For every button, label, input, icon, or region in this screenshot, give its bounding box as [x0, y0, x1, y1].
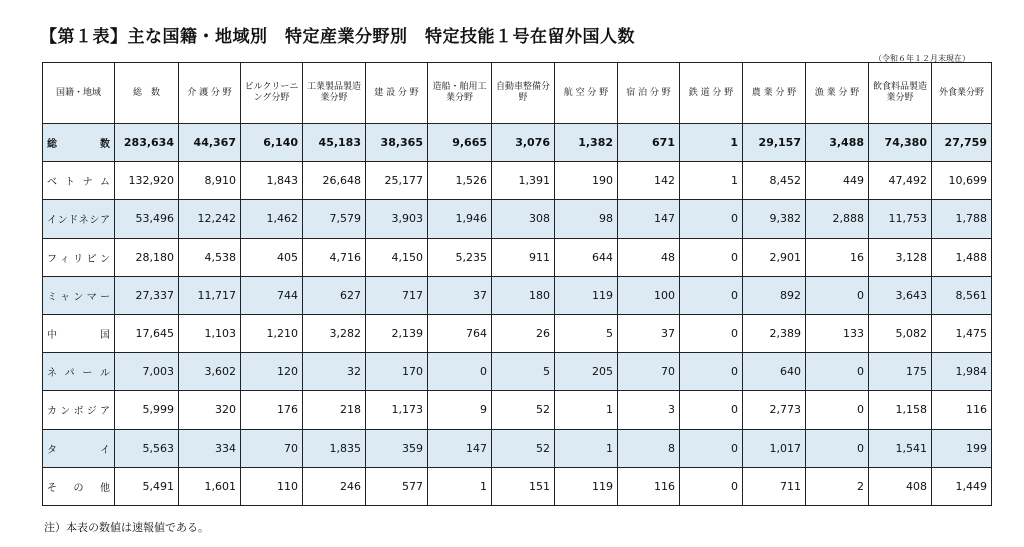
table-cell: 120 [241, 353, 303, 391]
table-cell: 70 [241, 429, 303, 467]
total-row [43, 124, 992, 162]
row-label: そ の 他 [43, 467, 115, 505]
table-cell: 45,183 [303, 124, 366, 162]
table-cell: 53,496 [115, 200, 179, 238]
as-of-date: （令和６年１２月末現在） [874, 54, 970, 63]
column-header: 介 護 分 野 [179, 63, 241, 124]
table-cell: 26,648 [303, 162, 366, 200]
table-cell: 5,082 [869, 314, 932, 352]
table-cell: 1,391 [492, 162, 555, 200]
column-header: 自動車整備分野 [492, 63, 555, 124]
table-cell: 1,835 [303, 429, 366, 467]
table-cell: 0 [680, 467, 743, 505]
table-cell: 176 [241, 391, 303, 429]
table-cell: 911 [492, 238, 555, 276]
table-cell: 8,452 [743, 162, 806, 200]
table-cell: 1,843 [241, 162, 303, 200]
column-header: 建 設 分 野 [366, 63, 428, 124]
column-header: ビルクリーニング分野 [241, 63, 303, 124]
table-cell: 218 [303, 391, 366, 429]
table-cell: 1,601 [179, 467, 241, 505]
table-cell: 3,282 [303, 314, 366, 352]
table-cell: 4,150 [366, 238, 428, 276]
table-cell: 1 [555, 429, 618, 467]
footnote: 注）本表の数値は速報値である。 [44, 521, 209, 534]
table-cell: 32 [303, 353, 366, 391]
table-cell: 147 [618, 200, 680, 238]
table-cell: 5,999 [115, 391, 179, 429]
table-cell: 3,128 [869, 238, 932, 276]
table-cell: 44,367 [179, 124, 241, 162]
table-cell: 26 [492, 314, 555, 352]
table-cell: 3,903 [366, 200, 428, 238]
table-cell: 2,139 [366, 314, 428, 352]
table-cell: 17,645 [115, 314, 179, 352]
column-header: 総 数 [115, 63, 179, 124]
table-cell: 1,946 [428, 200, 492, 238]
table-cell: 711 [743, 467, 806, 505]
table-cell: 5,563 [115, 429, 179, 467]
table-cell: 28,180 [115, 238, 179, 276]
table-cell: 1 [680, 162, 743, 200]
table-cell: 8,910 [179, 162, 241, 200]
table-cell: 1 [428, 467, 492, 505]
table-row [43, 314, 992, 352]
table-cell: 0 [680, 429, 743, 467]
table-row [43, 276, 992, 314]
row-label: カンボジア [43, 391, 115, 429]
table-cell: 12,242 [179, 200, 241, 238]
table-cell: 170 [366, 353, 428, 391]
table-cell: 98 [555, 200, 618, 238]
table-cell: 38,365 [366, 124, 428, 162]
table-cell: 1,488 [932, 238, 992, 276]
column-header: 工業製品製造業分野 [303, 63, 366, 124]
row-label: タ イ [43, 429, 115, 467]
row-label: ベトナム [43, 162, 115, 200]
table-cell: 644 [555, 238, 618, 276]
column-header: 鉄 道 分 野 [680, 63, 743, 124]
table-cell: 132,920 [115, 162, 179, 200]
table-cell: 2,389 [743, 314, 806, 352]
table-row [43, 429, 992, 467]
table-cell: 0 [680, 391, 743, 429]
table-cell: 1,541 [869, 429, 932, 467]
table-cell: 8 [618, 429, 680, 467]
column-header: 漁 業 分 野 [806, 63, 869, 124]
table-row [43, 353, 992, 391]
table-cell: 3,076 [492, 124, 555, 162]
table-cell: 16 [806, 238, 869, 276]
table-cell: 2,888 [806, 200, 869, 238]
table-title: 【第１表】主な国籍・地域別 特定産業分野別 特定技能１号在留外国人数 [40, 27, 635, 47]
table-cell: 0 [680, 238, 743, 276]
table-cell: 0 [680, 314, 743, 352]
table-cell: 0 [680, 353, 743, 391]
table-row [43, 467, 992, 505]
table-cell: 0 [806, 429, 869, 467]
table-cell: 190 [555, 162, 618, 200]
table-cell: 10,699 [932, 162, 992, 200]
table-cell: 52 [492, 429, 555, 467]
table-cell: 2,901 [743, 238, 806, 276]
table-cell: 1,017 [743, 429, 806, 467]
table-cell: 1,788 [932, 200, 992, 238]
table-cell: 246 [303, 467, 366, 505]
table-cell: 3 [618, 391, 680, 429]
table-cell: 0 [806, 276, 869, 314]
table-cell: 9,665 [428, 124, 492, 162]
table-cell: 334 [179, 429, 241, 467]
table-cell: 2,773 [743, 391, 806, 429]
table-cell: 577 [366, 467, 428, 505]
table-cell: 27,759 [932, 124, 992, 162]
table-cell: 37 [428, 276, 492, 314]
table-cell: 408 [869, 467, 932, 505]
table-cell: 359 [366, 429, 428, 467]
table-cell: 180 [492, 276, 555, 314]
table-cell: 5,235 [428, 238, 492, 276]
table-cell: 119 [555, 467, 618, 505]
table-cell: 1,462 [241, 200, 303, 238]
table-cell: 283,634 [115, 124, 179, 162]
table-cell: 151 [492, 467, 555, 505]
table-cell: 640 [743, 353, 806, 391]
table-cell: 5 [555, 314, 618, 352]
table-cell: 449 [806, 162, 869, 200]
table-cell: 0 [806, 353, 869, 391]
table-cell: 0 [806, 391, 869, 429]
table-cell: 1,210 [241, 314, 303, 352]
table-cell: 1,158 [869, 391, 932, 429]
row-label: インドネシア [43, 200, 115, 238]
table-cell: 2 [806, 467, 869, 505]
row-label: ミャンマー [43, 276, 115, 314]
column-header: 航 空 分 野 [555, 63, 618, 124]
column-header: 農 業 分 野 [743, 63, 806, 124]
table-cell: 119 [555, 276, 618, 314]
table-cell: 1,984 [932, 353, 992, 391]
table-cell: 205 [555, 353, 618, 391]
table-cell: 0 [428, 353, 492, 391]
table-row [43, 200, 992, 238]
table-cell: 892 [743, 276, 806, 314]
table-cell: 1,449 [932, 467, 992, 505]
row-label: フィリピン [43, 238, 115, 276]
table-cell: 8,561 [932, 276, 992, 314]
table-cell: 29,157 [743, 124, 806, 162]
column-header: 造船・舶用工業分野 [428, 63, 492, 124]
table-cell: 3,643 [869, 276, 932, 314]
table-cell: 27,337 [115, 276, 179, 314]
table-cell: 320 [179, 391, 241, 429]
table-cell: 9,382 [743, 200, 806, 238]
table-cell: 25,177 [366, 162, 428, 200]
column-header: 外食業分野 [932, 63, 992, 124]
table-cell: 48 [618, 238, 680, 276]
statistics-table [42, 62, 992, 506]
table-cell: 37 [618, 314, 680, 352]
row-label: ネパール [43, 353, 115, 391]
table-cell: 627 [303, 276, 366, 314]
column-header: 宿 泊 分 野 [618, 63, 680, 124]
table-cell: 1,382 [555, 124, 618, 162]
table-row [43, 391, 992, 429]
table-row [43, 162, 992, 200]
table-cell: 116 [618, 467, 680, 505]
table-cell: 70 [618, 353, 680, 391]
table-cell: 4,716 [303, 238, 366, 276]
table-cell: 0 [680, 200, 743, 238]
table-cell: 11,717 [179, 276, 241, 314]
table-cell: 7,579 [303, 200, 366, 238]
table-cell: 1,103 [179, 314, 241, 352]
table-cell: 1 [680, 124, 743, 162]
table-cell: 7,003 [115, 353, 179, 391]
table-body [43, 124, 992, 506]
table-cell: 199 [932, 429, 992, 467]
table-cell: 1,475 [932, 314, 992, 352]
table-cell: 1 [555, 391, 618, 429]
table-cell: 74,380 [869, 124, 932, 162]
table-cell: 308 [492, 200, 555, 238]
table-row [43, 238, 992, 276]
table-cell: 0 [680, 276, 743, 314]
table-cell: 5,491 [115, 467, 179, 505]
table-cell: 175 [869, 353, 932, 391]
table-cell: 3,488 [806, 124, 869, 162]
table-cell: 52 [492, 391, 555, 429]
table-cell: 9 [428, 391, 492, 429]
table-cell: 110 [241, 467, 303, 505]
table-cell: 100 [618, 276, 680, 314]
row-label: 中 国 [43, 314, 115, 352]
table-cell: 6,140 [241, 124, 303, 162]
table-cell: 142 [618, 162, 680, 200]
column-header: 国籍・地域 [43, 63, 115, 124]
table-cell: 1,173 [366, 391, 428, 429]
table-cell: 133 [806, 314, 869, 352]
table-cell: 405 [241, 238, 303, 276]
table-cell: 11,753 [869, 200, 932, 238]
table-cell: 3,602 [179, 353, 241, 391]
table-cell: 5 [492, 353, 555, 391]
table-cell: 4,538 [179, 238, 241, 276]
table-cell: 717 [366, 276, 428, 314]
table-cell: 47,492 [869, 162, 932, 200]
column-header: 飲食料品製造業分野 [869, 63, 932, 124]
table-cell: 1,526 [428, 162, 492, 200]
table-cell: 744 [241, 276, 303, 314]
table-header-row [43, 63, 992, 124]
table-cell: 764 [428, 314, 492, 352]
table-cell: 671 [618, 124, 680, 162]
table-cell: 116 [932, 391, 992, 429]
table-cell: 147 [428, 429, 492, 467]
row-label: 総 数 [43, 124, 115, 162]
